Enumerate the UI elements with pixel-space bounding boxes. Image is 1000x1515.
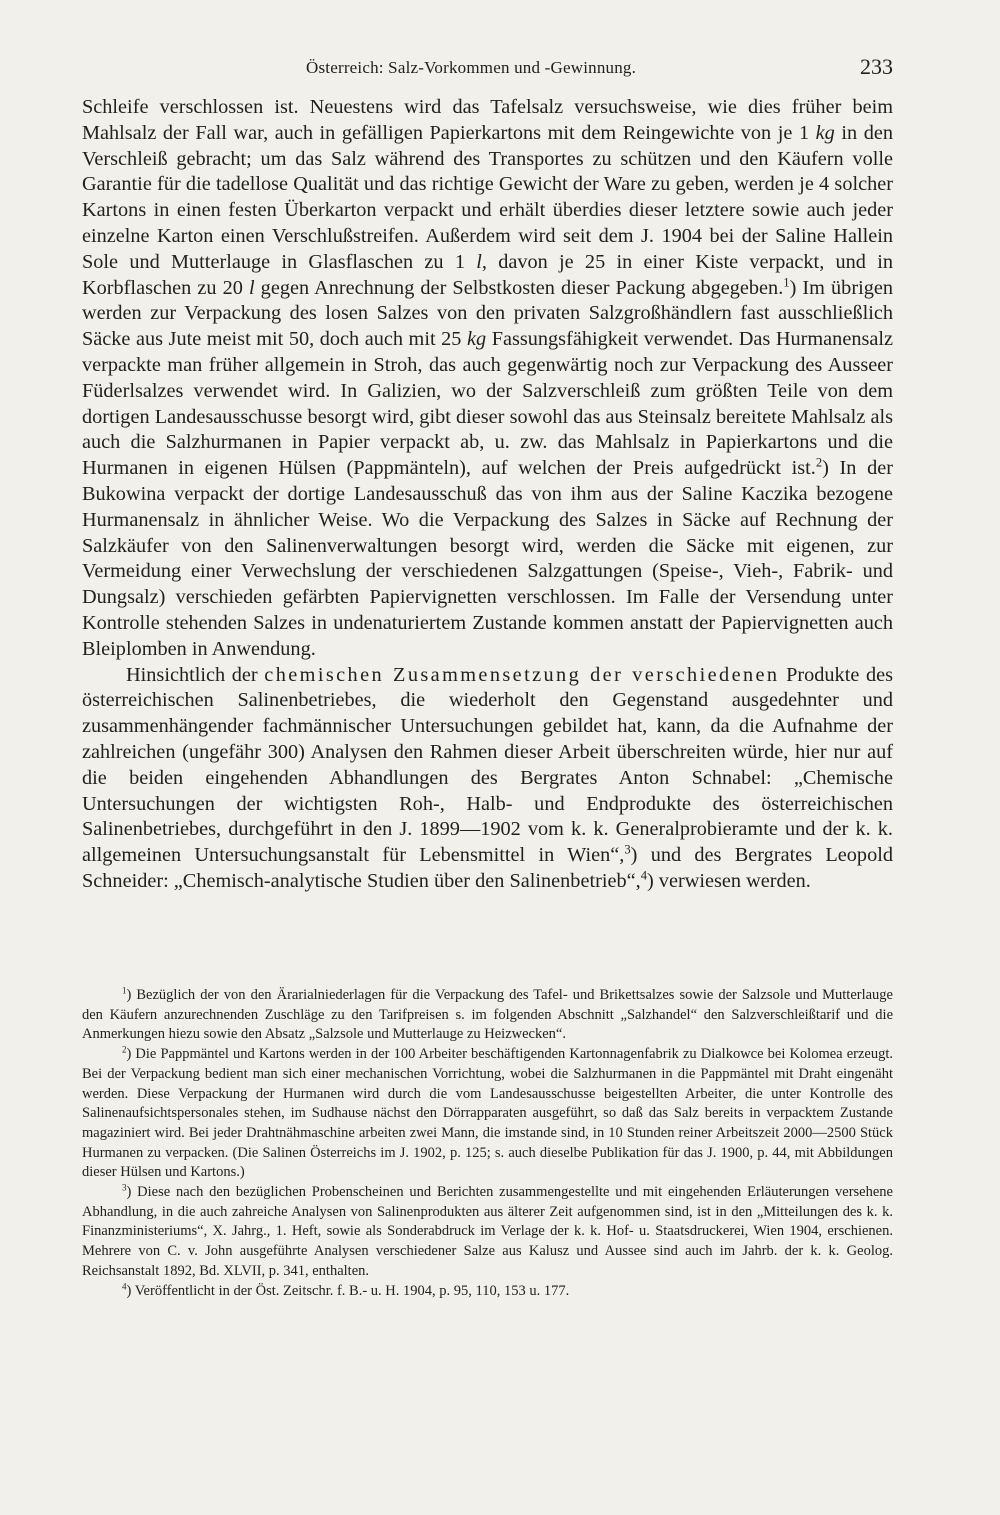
footnote-ref: 4: [640, 868, 647, 883]
footnote-text: ) Veröffentlicht in der Öst. Zeitschr. f. B.- u. H. 1904, p. 95, 110, 153 u. 177.: [126, 1282, 570, 1299]
text-run: ) Im übrigen werden zur Verpackung des losen Salzes von den privaten Salzgroßhändlern fast ausschließlich Säcke aus Jute meist mit 50, doch auch mit 25: [82, 276, 893, 351]
text-run: in den Verschleiß gebracht; um das Salz während des Transportes zu schützen und den Käufern volle Garantie für die tadellose Qualität und das richtige Gewicht der Ware zu geben, werden je 4 solcher Kartons in einen festen Überkarton verpackt und erhält überdies dieser letztere sowie auch jeder einzelne Karton einen Verschlußstreifen. Außerdem wird seit dem J. 1904 bei der Saline Hallein Sole und Mutterlauge in Glasflaschen zu 1: [82, 121, 893, 273]
page-number: 233: [860, 54, 893, 79]
text-run: Schleife verschlossen ist. Neuestens wird das Tafelsalz versuchsweise, wie dies früher beim Mahlsalz der Fall war, auch in gefälligen Papierkartons mit dem Reingewichte von je 1: [82, 96, 893, 144]
unit-kg: kg: [466, 328, 487, 351]
text-run: gegen Anrechnung der Selbstkosten dieser Packung abgegeben.: [254, 276, 784, 299]
footnote-text: ) Die Pappmäntel und Kartons werden in der 100 Arbeiter beschäftigenden Kartonnagenfabrik zu Dialkowce bei Kolomea erzeugt. Bei der Verpackung bedient man sich einer mechanischen Vorrichtung, wobei die Salzhurmanen in die Pappmäntel mit Draht eingenäht werden. Diese Verpackung der Hurmanen wird durch die vom Landesausschusse beigestellten Arbeiter, die unter Kontrolle des Salinenaufsichtspersonales stehen, im Sudhause nächst den Dörrapparaten ausgeführt, so daß das Salz bereits in verpacktem Zustande magaziniert wird. Bei jeder Drahtnähmaschine arbeiten zwei Mann, die imstande sind, in 10 Stunden reiner Arbeitszeit 2000—2500 Stück Hurmanen zu verpacken. (Die Salinen Österreichs im J. 1902, p. 125; s. auch dieselbe Publikation für das J. 1900, p. 44, mit Abbildungen dieser Hülsen und Kartons.): [82, 1046, 893, 1181]
unit-l: l: [476, 250, 482, 273]
footnote: [82, 1183, 893, 1282]
footnote: [82, 1282, 893, 1302]
text-run: ) und des Bergrates Leopold Schneider: „Chemisch-analytische Studien über den Salinenbetrieb“,: [82, 844, 893, 892]
unit-l: l: [248, 276, 255, 299]
footnote-marker: 4: [122, 1281, 127, 1292]
footnote-text: ) Bezüglich der von den Ärarialniederlagen für die Verpackung des Tafel- und Brikettsalzes sowie der Salzsole und Mutterlauge den Käufern anzurechnenden Zuschläge zu den Tarifpreisen s. im folgenden Abschnitt „Salzhandel“ den Salzverschleißtarif und die Anmerkungen hiezu sowie den Absatz „Salzsole und Mutterlauge zu Heizwecken“.: [82, 987, 893, 1043]
main-text: [82, 95, 893, 895]
footnote-ref: 3: [624, 842, 631, 857]
text-run: ) In der Bukowina verpackt der dortige Landesausschuß das von ihm aus der Saline Kaczika bezogene Hurmanensalz in ähnlicher Weise. Wo die Verpackung des Salzes in Säcke auf Rechnung der Salzkäufer von den Salinenverwaltungen besorgt wird, werden die Säcke mit eigenen, zur Vermeidung einer Verwechslung der verschiedenen Salzgattungen (Speise-, Vieh-, Fabrik- und Dungsalz) verschieden gefärbten Papiervignetten verschlossen. Im Falle der Versendung unter Kontrolle stehenden Salzes in undenaturiertem Zustande kommen anstatt der Papiervignetten auch Bleiplomben in Anwendung.: [82, 457, 893, 660]
footnotes: [82, 986, 893, 1301]
unit-kg: kg: [815, 121, 835, 144]
paragraph: [82, 95, 893, 663]
footnote-marker: 1: [122, 985, 127, 996]
footnote-text: ) Diese nach den bezüglichen Probenscheinen und Berichten zusammengestellte und mit eingehenden Erläuterungen versehene Abhandlung, in die auch zahreiche Analysen von Salinenprodukten aus älterer Zeit aufgenommen sind, ist in den „Mitteilungen des k. k. Finanzministeriums“, X. Jahrg., 1. Heft, sowie als Sonderabdruck im Verlage der k. k. Hof- u. Staatsdruckerei, Wien 1904, erschienen. Mehrere von C. v. John ausgeführte Analysen verschiedener Salze aus Kalusz und Aussee sind auch im Jahrb. der k. k. Geolog. Reichsanstalt 1892, Bd. XLVII, p. 341, enthalten.: [82, 1184, 893, 1279]
footnote: [82, 986, 893, 1045]
spaced-emphasis: chemischen Zusammensetzung der verschiedenen: [264, 663, 780, 686]
text-run: Hinsichtlich der: [126, 663, 265, 686]
footnote: [82, 1045, 893, 1183]
footnote-marker: 2: [122, 1044, 127, 1055]
footnote-ref: 2: [815, 455, 823, 470]
text-run: Produkte des österreichischen Salinenbetriebes, die wiederholt den Gegenstand ausgedehnter und zusammenhängender fachmännischer Untersuchungen gebildet hat, kann, da die Aufnahme der zahlreichen (ungefähr 300) Analysen den Rahmen dieser Arbeit überschreiten würde, hier nur auf die beiden eingehenden Abhandlungen des Bergrates Anton Schnabel: „Chemische Untersuchungen der wichtigsten Roh-, Halb- und Endprodukte des österreichischen Salinenbetriebes, durchgeführt in den J. 1899—1902 vom k. k. Generalprobieramte und der k. k. allgemeinen Untersuchungsanstalt für Lebensmittel in Wien“,: [82, 663, 893, 867]
text-run: Fassungsfähigkeit verwendet. Das Hurmanensalz verpackte man früher allgemein in Stroh, das auch gegenwärtig noch zur Verpackung des Ausseer Füderlsalzes verwendet wird. In Galizien, wo der Salzverschleiß zum größten Teile von dem dortigen Landesausschusse besorgt wird, gibt dieser sowohl das aus Steinsalz bereitete Mahlsalz als auch die Salzhurmanen in Papier verpackt ab, u. zw. das Mahlsalz in Papierkartons und die Hurmanen in eigenen Hülsen (Pappmänteln), auf welchen der Preis aufgedrückt ist.: [82, 328, 893, 480]
text-run: , davon je 25 in einer Kiste verpackt, und in Korbflaschen zu 20: [82, 250, 893, 299]
footnote-marker: 3: [122, 1182, 127, 1193]
footnote-ref: 1: [783, 275, 790, 290]
paragraph: [82, 663, 893, 895]
running-head: Österreich: Salz-Vorkommen und -Gewinnung.: [306, 58, 637, 77]
page-header: [82, 54, 893, 88]
text-run: ) verwiesen werden.: [646, 869, 811, 892]
